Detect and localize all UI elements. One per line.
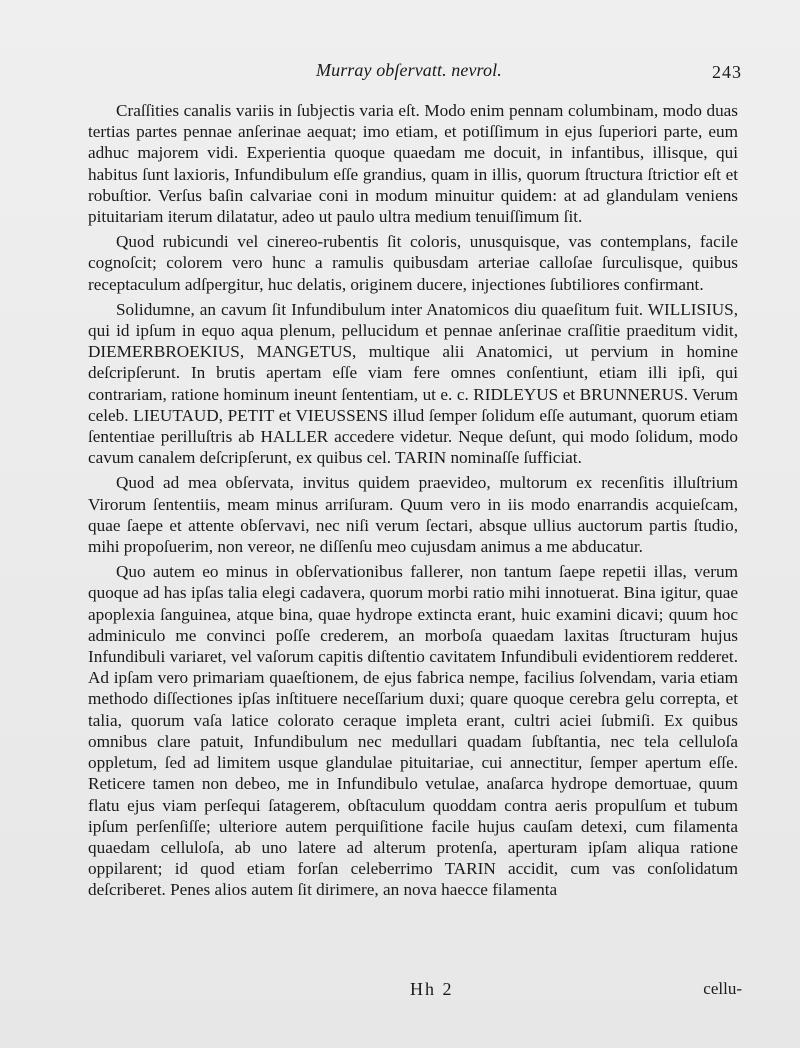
body-text [88, 100, 738, 901]
page-number: 243 [712, 62, 742, 82]
paragraph: Quod rubicundi vel cinereo-rubentis ſit coloris, unusquisque, vas contemplans, facile cognoſcit; colorem vero hunc a ramulis quibusdam arteriae calloſae ſurculisque, quibus receptaculum adſpergitur, huc delatis, originem ducere, injectiones ſubtiliores confirmant. [88, 232, 738, 294]
paragraph: Quo autem eo minus in obſervationibus fallerer, non tantum ſaepe repetii illas, verum quoque ad has ipſas talia elegi cadavera, quorum morbi ratio mihi innotuerat. Bina igitur, quae apoplexia ſanguinea, atque bina, quae hydrope extincta erant, huic examini dicavi; quum hoc adminiculo me convinci poſſe crederem, an morboſa quaedam laxitas ſtructuram hujus Infundibuli variaret, vel vaſorum capitis diſtentio cavitatem Infundibuli evidentiorem redderet. Ad ipſam vero primariam quaeſtionem, de ejus fabrica nempe, facilius ſolvendam, varia etiam methodo diſſectiones ipſas inſtituere neceſſarium duxi; quare quoque cerebra gelu correpta, et talia, quorum vaſa latice colorato ceraque impleta erant, cultri aciei ſubmiſi. Ex quibus omnibus clare patuit, Infundibulum nec medullari quadam ſubſtantia, nec tela celluloſa oppletum, ſed ad limitem usque glandulae pituitariae, cui annectitur, ſemper apertum eſſe. Reticere tamen non debeo, me in Infundibulo vetulae, anaſarca hydrope demortuae, quum flatu ejus viam perſequi ſatagerem, obſtaculum quoddam contra aeris propulſum et tubum ipſum perſenſiſſe; ulteriore autem perquiſitione facile hujus cauſam detexi, cum filamenta quaedam celluloſa, ab uno latere ad alterum protenſa, aperturam ipſam aliqua ratione oppilarent; id quod etiam forſan celeberrimo TARIN accidit, cum vas conſolidatum deſcriberet. Penes alios autem ſit dirimere, an nova haecce filamenta [88, 562, 738, 900]
paragraph: Craſſities canalis variis in ſubjectis varia eſt. Modo enim pennam columbinam, modo duas tertias partes pennae anſerinae aequat; imo etiam, et potiſſimum in ejus ſuperiori parte, eum adhuc majorem vidi. Experientia quoque quaedam me docuit, in infantibus, illisque, qui habitus ſunt laxioris, Infundibulum eſſe grandius, quam in illis, quorum ſtructura ſtrictior eſt et robuſtior. Verſus baſin calvariae coni in modum minuitur quidem: at ad glandulam veniens pituitariam iterum dilatatur, adeo ut paulo ultra medium tenuiſſimum ſit. [88, 101, 738, 227]
paragraph: Quod ad mea obſervata, invitus quidem praevideo, multorum ex recenſitis illuſtrium Virorum ſententiis, meam minus arriſuram. Quum vero in iis modo enarrandis acquieſcam, quae ſaepe et attente obſervavi, nec niſi verum ſectari, absque ullius auctorum partis ſtudio, mihi propoſuerim, non vereor, ne diſſenſu meo cujusdam animus a me abducatur. [88, 473, 738, 557]
signature-mark: Hh 2 [410, 979, 454, 999]
running-head [88, 60, 742, 92]
paragraph: Solidumne, an cavum ſit Infundibulum inter Anatomicos diu quaeſitum fuit. WILLISIUS, qui id ipſum in equo aqua plenum, pellucidum et pennae anſerinae craſſitie praeditum vidit, DIEMERBROEKIUS, MANGETUS, multique alii Anatomici, ut pervium in homine deſcripſerunt. In brutis apertam eſſe viam fere omnes conſentiunt, etiam illi ipſi, qui contrariam, ratione hominum ineunt ſententiam, ut e. c. RIDLEYUS et BRUNNERUS. Verum celeb. LIEUTAUD, PETIT et VIEUSSENS illud ſemper ſolidum eſſe autumant, quorum etiam ſententiae perilluſtris ab HALLER accedere videtur. Neque deſunt, qui modo ſolidum, modo cavum canalem deſcripſerunt, ex quibus cel. TARIN nominaſſe ſufficiat. [88, 299, 738, 468]
running-title: Murray obſervatt. nevrol. [316, 60, 502, 80]
catchword: cellu- [703, 979, 742, 998]
